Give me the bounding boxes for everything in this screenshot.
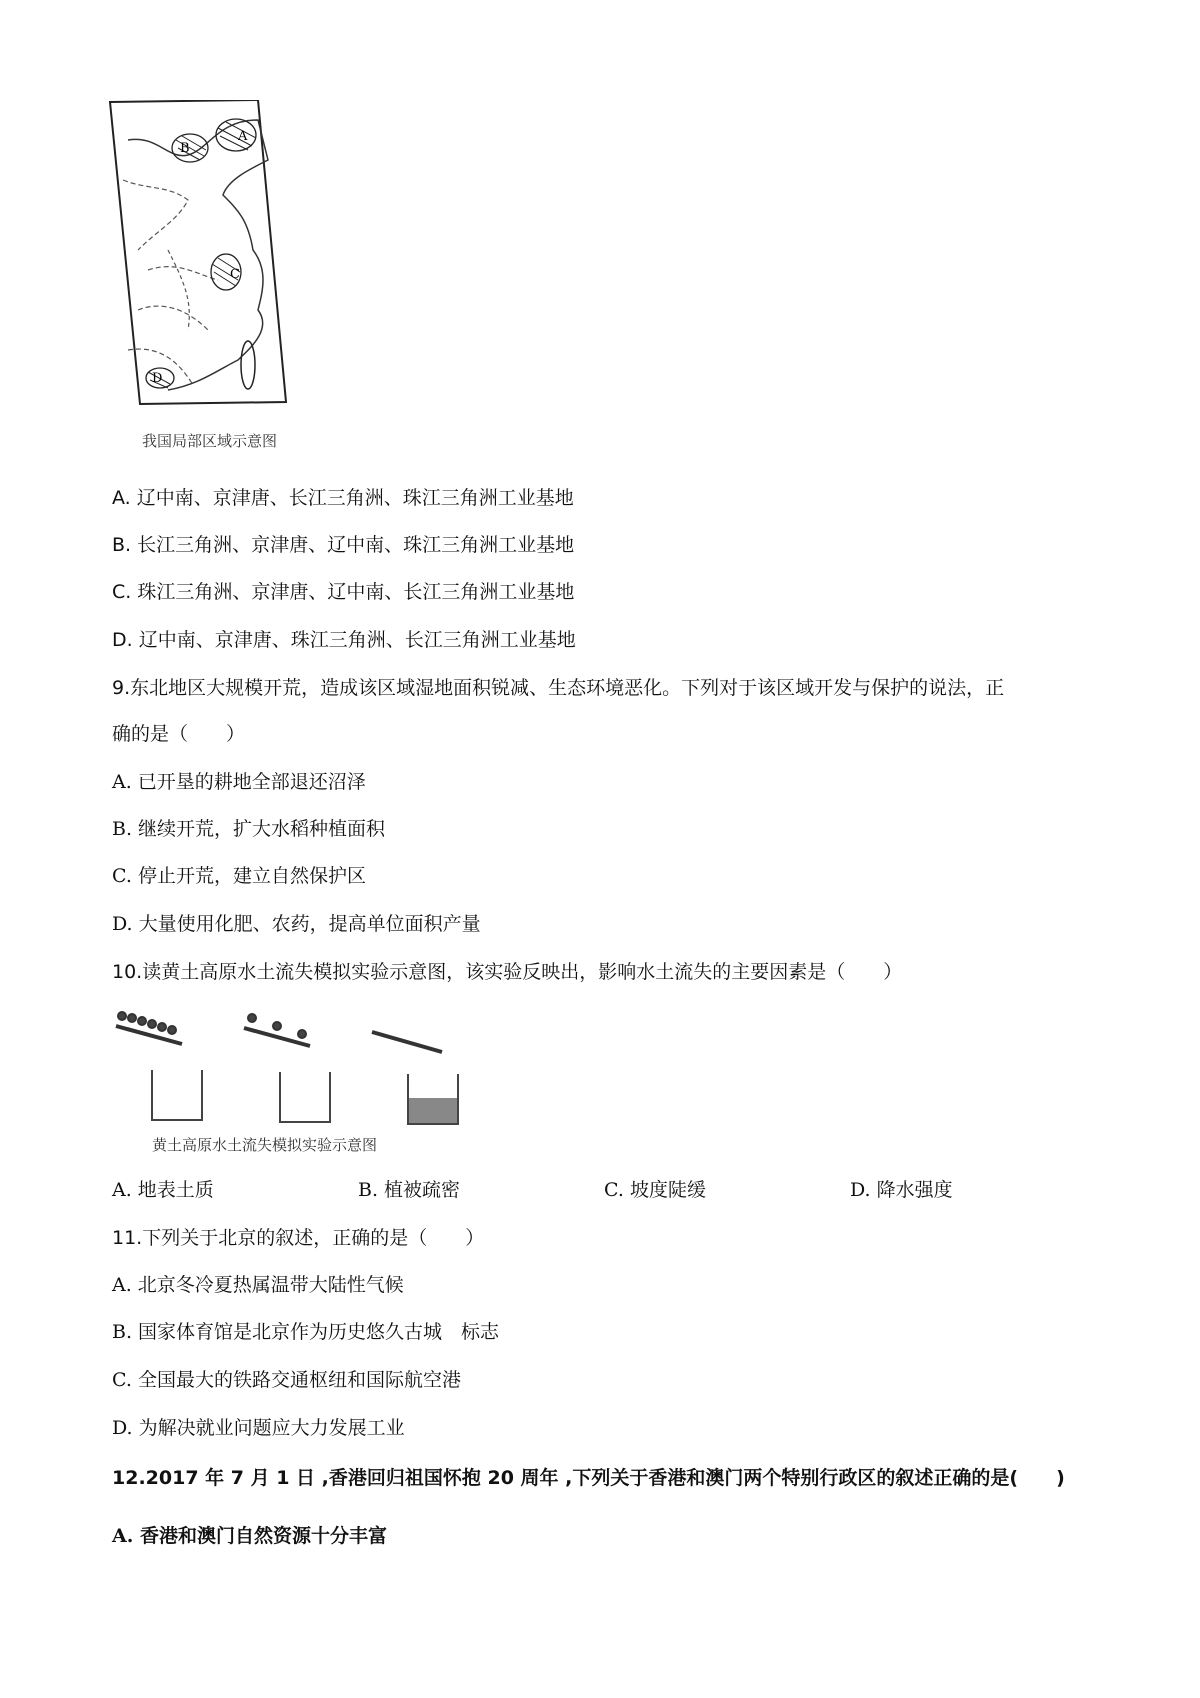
q11-option-c: C. 全国最大的铁路交通枢纽和国际航空港 [112,1369,461,1391]
q10-option-a: A. 地表土质 [112,1179,214,1201]
q12-stem: 12.2017 年 7 月 1 日 ,香港回归祖国怀抱 20 周年 ,下列关于香港和澳门两个特别行政区的叙述正确的是( ) [112,1467,1065,1489]
q9-stem-line2: 确的是（ ） [112,723,246,745]
q8-option-a: A. 辽中南、京津唐、长江三角洲、珠江三角洲工业基地 [112,487,574,509]
q9-option-b: B. 继续开荒，扩大水稻种植面积 [112,818,386,840]
q9-option-c: C. 停止开荒，建立自然保护区 [112,865,366,887]
q9-option-d: D. 大量使用化肥、农药，提高单位面积产量 [112,913,481,935]
map-label-b: B [180,141,190,156]
q8-option-d: D. 辽中南、京津唐、珠江三角洲、长江三角洲工业基地 [112,629,576,651]
map-label-c: C [230,267,240,282]
q10-option-b: B. 植被疏密 [358,1179,461,1201]
soil-erosion-experiment-figure [112,1000,472,1160]
q10-option-d: D. 降水强度 [850,1179,953,1201]
china-region-map-figure [108,100,308,460]
q11-option-d: D. 为解决就业问题应大力发展工业 [112,1417,405,1439]
map-caption: 我国局部区域示意图 [142,432,278,450]
q8-option-b: B. 长江三角洲、京津唐、辽中南、珠江三角洲工业基地 [112,534,575,556]
q11-option-a: A. 北京冬冷夏热属温带大陆性气候 [112,1274,404,1296]
experiment-caption: 黄土高原水土流失模拟实验示意图 [152,1136,378,1154]
q11-option-b: B. 国家体育馆是北京作为历史悠久古城 标志 [112,1321,500,1343]
q12-option-a: A. 香港和澳门自然资源十分丰富 [112,1525,387,1547]
q10-option-c: C. 坡度陡缓 [604,1179,706,1201]
map-label-d: D [152,371,163,386]
q10-stem: 10.读黄土高原水土流失模拟实验示意图，该实验反映出，影响水土流失的主要因素是（ ） [112,961,903,983]
q8-option-c: C. 珠江三角洲、京津唐、辽中南、长江三角洲工业基地 [112,581,575,603]
q11-stem: 11.下列关于北京的叙述，正确的是（ ） [112,1227,485,1249]
q9-option-a: A. 已开垦的耕地全部退还沼泽 [112,771,366,793]
q9-stem-line1: 9.东北地区大规模开荒，造成该区域湿地面积锐减、生态环境恶化。下列对于该区域开发与保护的说法，正 [112,677,1005,699]
map-label-a: A [238,129,248,144]
